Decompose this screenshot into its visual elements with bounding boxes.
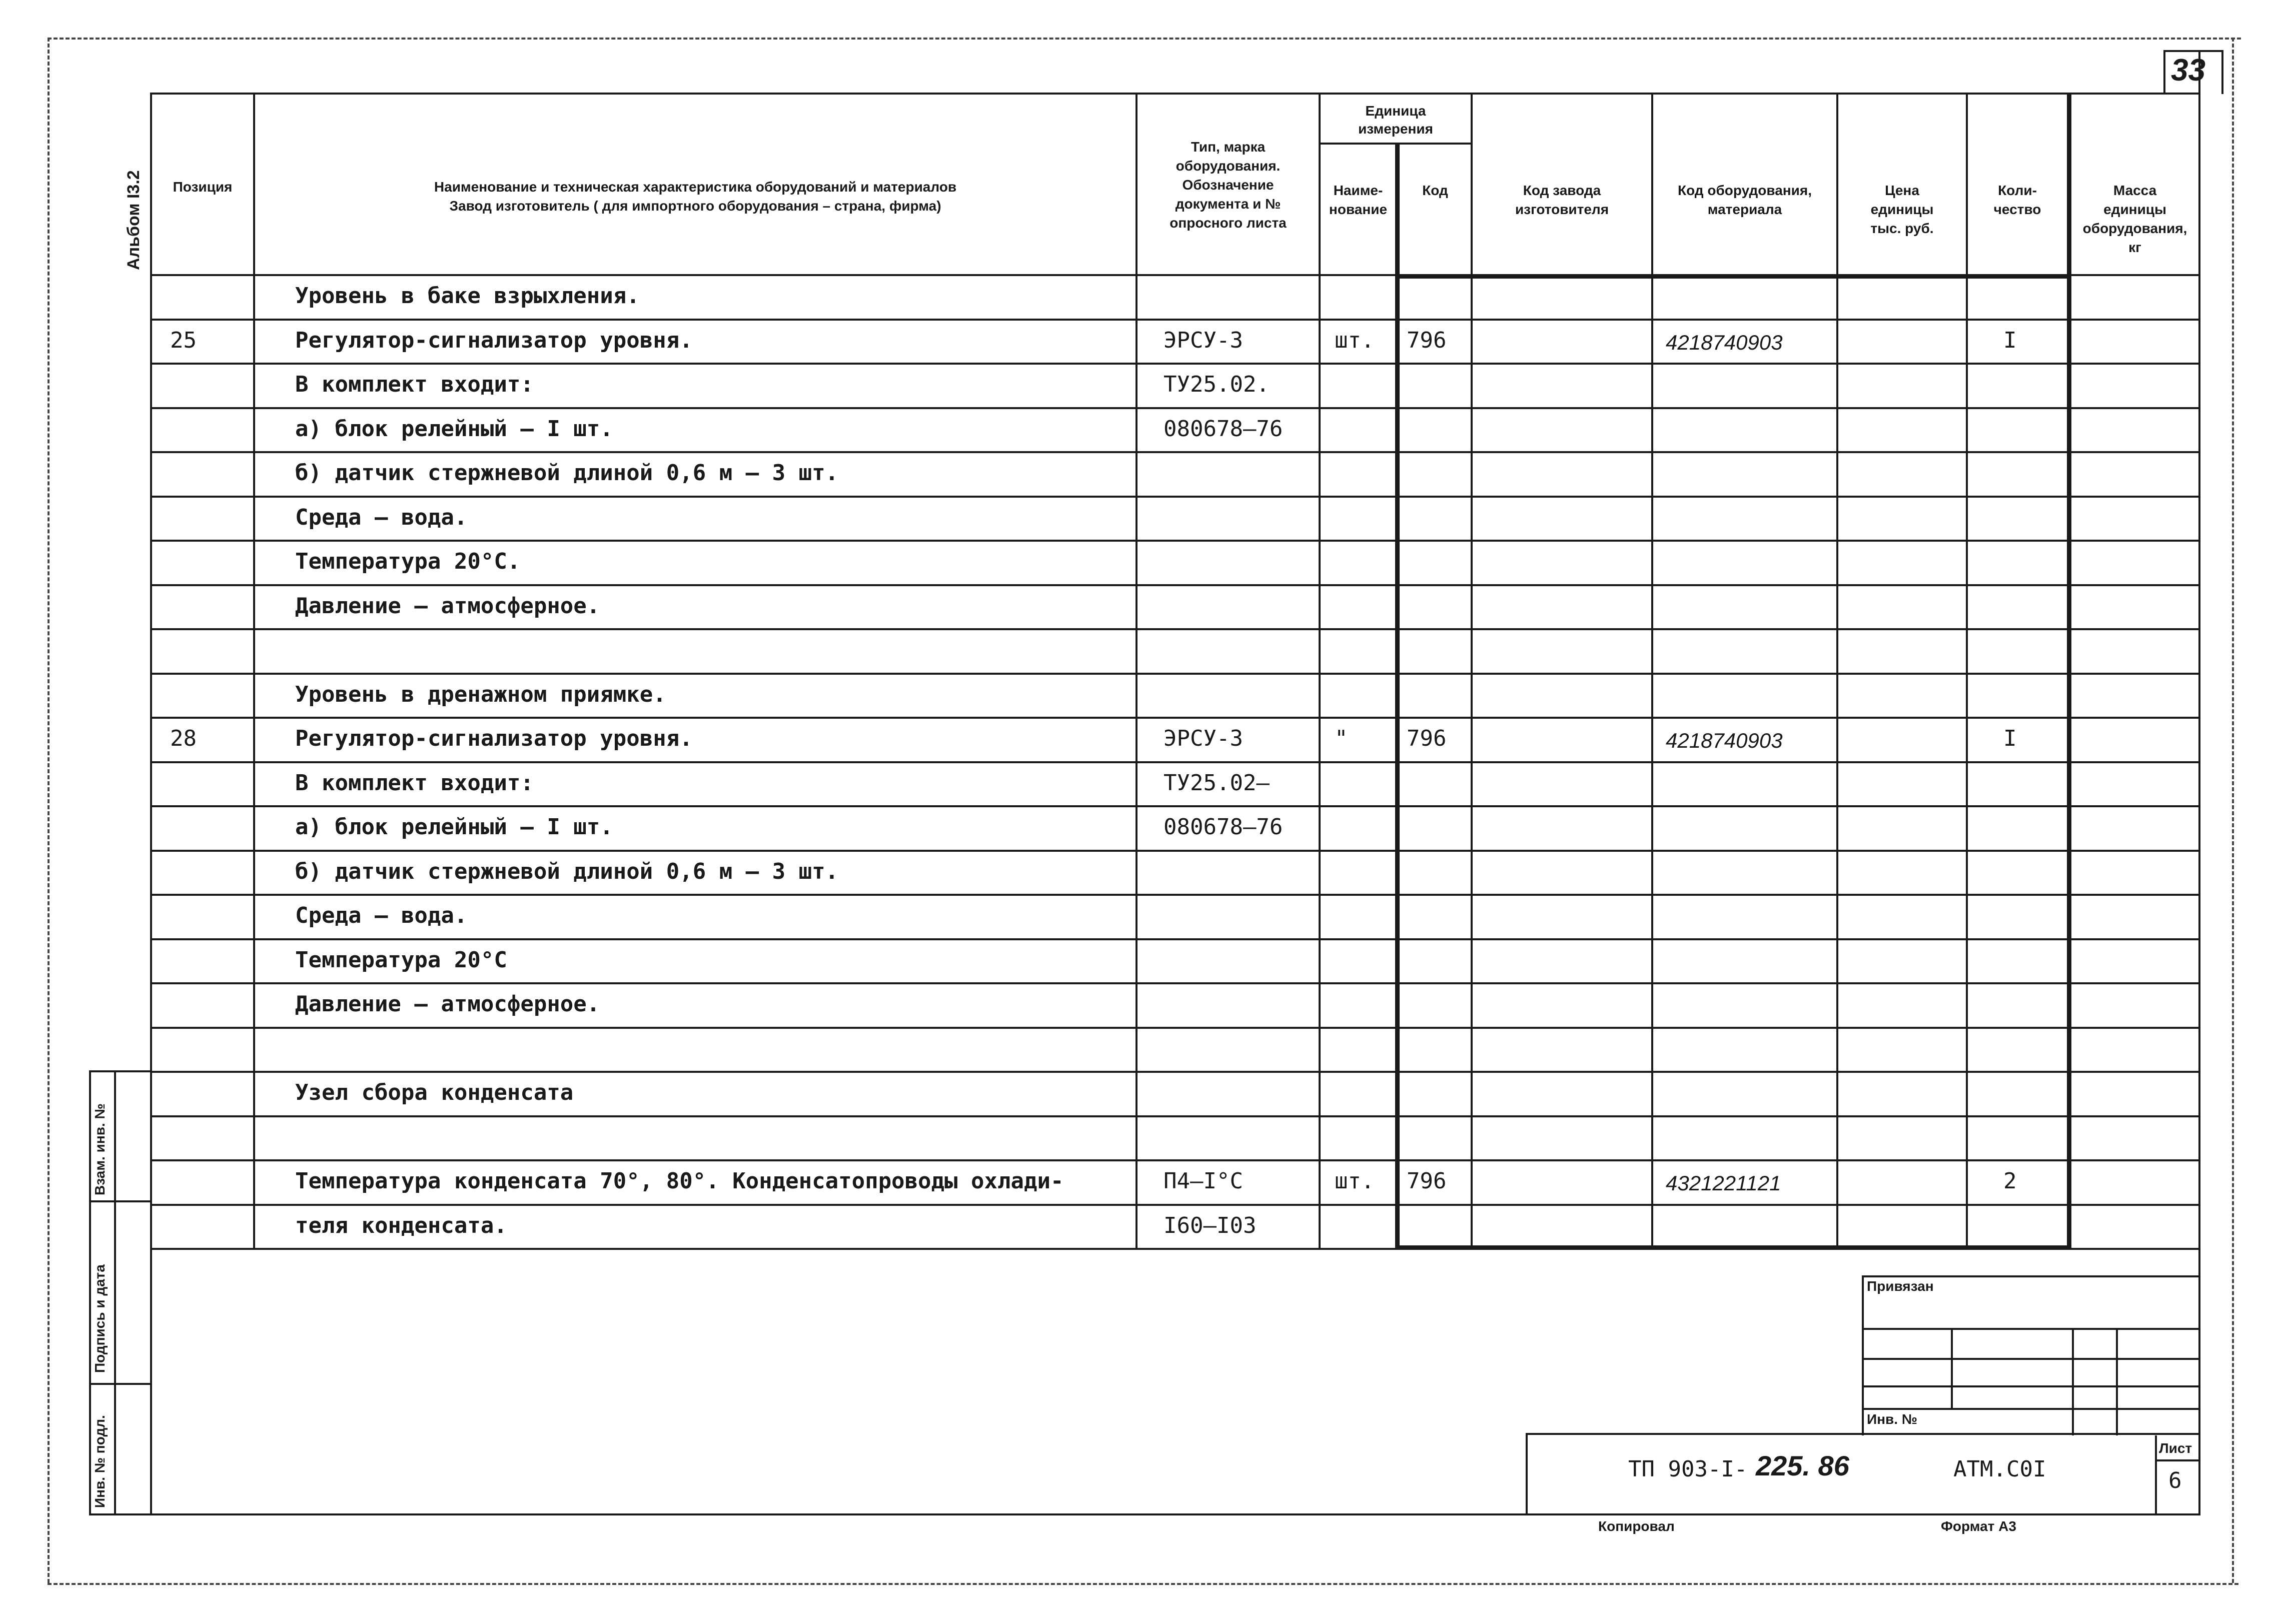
name-cell: а) блок релейный – I шт.: [295, 416, 613, 442]
row-divider: [150, 584, 2198, 586]
side-stamp-top: [89, 1070, 152, 1072]
frame-bottom: [89, 1513, 2200, 1515]
row-divider: [150, 938, 2198, 940]
frame-left: [150, 93, 152, 1515]
sheet-number: 33: [2171, 53, 2205, 88]
unit-name-cell: ": [1335, 726, 1348, 751]
row-divider: [150, 1027, 2198, 1029]
row-divider: [150, 628, 2198, 630]
album-label: Альбом I3.2: [124, 170, 143, 270]
unit-subheader-line: [1319, 143, 1471, 145]
hdr-plant-code-1: Код завода: [1523, 183, 1601, 198]
hdr-name-2: Завод изготовитель ( для импортного оборудования – страна, фирма): [449, 198, 941, 214]
row-divider: [150, 1248, 2198, 1250]
col-line-3: [1319, 93, 1321, 1248]
unit-name-cell: шт.: [1335, 1168, 1375, 1194]
sheetno-box-left: [2163, 50, 2165, 94]
hdr-unit-1: Единица: [1365, 103, 1426, 119]
row-divider: [150, 540, 2198, 542]
hdr-unit-code: Код: [1422, 183, 1448, 198]
hdr-qty-1: Коли-: [1998, 183, 2037, 198]
hdr-position: Позиция: [173, 179, 233, 195]
col-line-5: [1471, 93, 1473, 1248]
type-cell: 080678–76: [1164, 814, 1283, 840]
name-cell: В комплект входит:: [295, 372, 534, 397]
type-cell: ЭРСУ-3: [1164, 726, 1243, 751]
name-cell: Температура 20°С: [295, 947, 507, 973]
trim-line-right: [2232, 38, 2234, 1583]
titleblock-left: [1526, 1433, 1528, 1515]
hdr-price-3: тыс. руб.: [1870, 221, 1934, 236]
col-line-2: [1135, 93, 1138, 1248]
position-cell: 25: [170, 328, 197, 353]
titleblock-list-value: 6: [2168, 1468, 2182, 1493]
hdr-qty-2: чество: [1993, 202, 2041, 217]
name-cell: Регулятор-сигнализатор уровня.: [295, 726, 693, 751]
hdr-equip-code-2: материала: [1707, 202, 1782, 217]
name-cell: Температура конденсата 70°, 80°. Конденсатопроводы охлади-: [295, 1168, 1064, 1194]
hdr-mass-1: Масса: [2113, 183, 2157, 198]
row-divider: [150, 407, 2198, 409]
name-cell: теля конденсата.: [295, 1213, 507, 1238]
stamp-row-3: [1862, 1385, 2200, 1387]
name-cell: б) датчик стержневой длиной 0,6 м – 3 шт.: [295, 460, 839, 486]
stamp-row-2: [1862, 1358, 2200, 1360]
stamp-left: [1862, 1275, 1864, 1435]
type-cell: ТУ25.02.: [1164, 372, 1270, 397]
frame-top: [150, 93, 2198, 95]
col-line-7: [1836, 93, 1838, 1248]
unit-code-cell: 796: [1407, 328, 1447, 353]
bold-block-top: [1395, 274, 2071, 279]
equipment-code-cell: 4218740903: [1666, 331, 1783, 354]
titleblock-list-label: Лист: [2159, 1440, 2192, 1456]
equipment-code-cell: 4321221121: [1666, 1171, 1781, 1195]
name-cell: б) датчик стержневой длиной 0,6 м – 3 шт.: [295, 859, 839, 884]
col-line-6: [1651, 93, 1653, 1248]
titleblock-list-line: [2155, 1459, 2200, 1461]
hdr-type-2: оборудования.: [1176, 158, 1281, 174]
unit-code-cell: 796: [1407, 1168, 1447, 1194]
titleblock-list-sep: [2155, 1435, 2157, 1515]
hdr-mass-4: кг: [2128, 240, 2141, 255]
hdr-type-1: Тип, марка: [1191, 139, 1266, 155]
name-cell: Температура 20°С.: [295, 549, 521, 574]
doc-code-suffix: АТМ.С0I: [1953, 1456, 2046, 1482]
doc-code-number: 225. 86: [1756, 1450, 1849, 1481]
side-stamp-mid: [114, 1070, 116, 1515]
name-cell: Уровень в баке взрыхления.: [295, 283, 640, 309]
hdr-price-2: единицы: [1870, 202, 1934, 217]
name-cell: а) блок релейный – I шт.: [295, 814, 613, 840]
position-cell: 28: [170, 726, 197, 751]
unit-code-cell: 796: [1407, 726, 1447, 751]
stamp-row-4: [1862, 1408, 2200, 1410]
side-stamp-left: [89, 1070, 91, 1515]
type-cell: П4–I°С: [1164, 1168, 1243, 1194]
row-divider: [150, 805, 2198, 807]
hdr-plant-code-2: изготовителя: [1515, 202, 1609, 217]
col-line-4: [1395, 143, 1400, 1249]
col-line-1: [253, 93, 255, 1248]
col-line-8: [1966, 93, 1968, 1248]
trim-line-top: [48, 38, 2241, 40]
hdr-unit-name-1: Наиме-: [1333, 183, 1383, 198]
side-label-vzam: Взам. инв. №: [92, 1103, 108, 1195]
row-divider: [150, 1204, 2198, 1206]
stamp-col-3: [2116, 1328, 2118, 1435]
hdr-type-5: опросного листа: [1170, 215, 1287, 231]
name-cell: Давление – атмосферное.: [295, 593, 600, 619]
type-cell: ТУ25.02–: [1164, 770, 1270, 796]
unit-name-cell: шт.: [1335, 328, 1375, 353]
titleblock-top: [1526, 1433, 2200, 1435]
row-divider: [150, 363, 2198, 365]
name-cell: Среда – вода.: [295, 903, 468, 928]
sheetno-box-top: [2163, 50, 2223, 52]
sheetno-box-right: [2221, 50, 2223, 94]
name-cell: Узел сбора конденсата: [295, 1080, 574, 1105]
row-divider: [150, 894, 2198, 896]
side-stamp-sep-1: [89, 1200, 152, 1202]
footer-kopiroval: Копировал: [1598, 1518, 1675, 1534]
stamp-row-1: [1862, 1328, 2200, 1330]
type-cell: I60–I03: [1164, 1213, 1257, 1238]
side-label-inv: Инв. № подл.: [92, 1415, 108, 1508]
name-cell: Уровень в дренажном приямке.: [295, 682, 666, 707]
doc-code-prefix: ТП 903-I-: [1628, 1456, 1748, 1482]
quantity-cell: I: [2003, 328, 2017, 353]
equipment-code-cell: 4218740903: [1666, 729, 1783, 752]
row-divider: [150, 982, 2198, 984]
row-divider: [150, 451, 2198, 453]
stamp-top: [1862, 1275, 2200, 1277]
row-divider: [150, 761, 2198, 763]
frame-right: [2198, 50, 2200, 1515]
hdr-price-1: Цена: [1885, 183, 1919, 198]
row-divider: [150, 717, 2198, 719]
row-divider: [150, 673, 2198, 675]
name-cell: В комплект входит:: [295, 770, 534, 796]
name-cell: Регулятор-сигнализатор уровня.: [295, 328, 693, 353]
stamp-col-1: [1951, 1328, 1953, 1408]
trim-line-bottom: [48, 1583, 2238, 1585]
hdr-mass-3: оборудования,: [2082, 221, 2187, 236]
row-divider: [150, 319, 2198, 321]
hdr-type-4: документа и №: [1175, 196, 1281, 212]
stamp-col-2: [2072, 1328, 2074, 1435]
hdr-mass-2: единицы: [2103, 202, 2166, 217]
stamp-privyazan: Привязан: [1867, 1278, 1934, 1294]
side-label-podp: Подпись и дата: [92, 1264, 108, 1373]
row-divider: [150, 1071, 2198, 1073]
col-line-9: [2067, 93, 2071, 1249]
name-cell: Среда – вода.: [295, 505, 468, 530]
side-stamp-sep-2: [89, 1383, 152, 1385]
footer-format: Формат А3: [1941, 1518, 2016, 1534]
quantity-cell: I: [2003, 726, 2017, 751]
hdr-equip-code-1: Код оборудования,: [1677, 183, 1812, 198]
stamp-inv-no: Инв. №: [1867, 1411, 1918, 1427]
row-divider: [150, 1159, 2198, 1161]
row-divider: [150, 496, 2198, 498]
quantity-cell: 2: [2003, 1168, 2017, 1194]
hdr-name-1: Наименование и техническая характеристика оборудований и материалов: [434, 179, 957, 195]
trim-line-left: [48, 38, 50, 1583]
type-cell: ЭРСУ-3: [1164, 328, 1243, 353]
hdr-type-3: Обозначение: [1182, 177, 1274, 193]
type-cell: 080678–76: [1164, 416, 1283, 442]
row-divider: [150, 1115, 2198, 1117]
hdr-unit-name-2: нование: [1329, 202, 1388, 217]
hdr-unit-2: измерения: [1358, 121, 1433, 137]
row-divider: [150, 850, 2198, 852]
name-cell: Давление – атмосферное.: [295, 991, 600, 1017]
